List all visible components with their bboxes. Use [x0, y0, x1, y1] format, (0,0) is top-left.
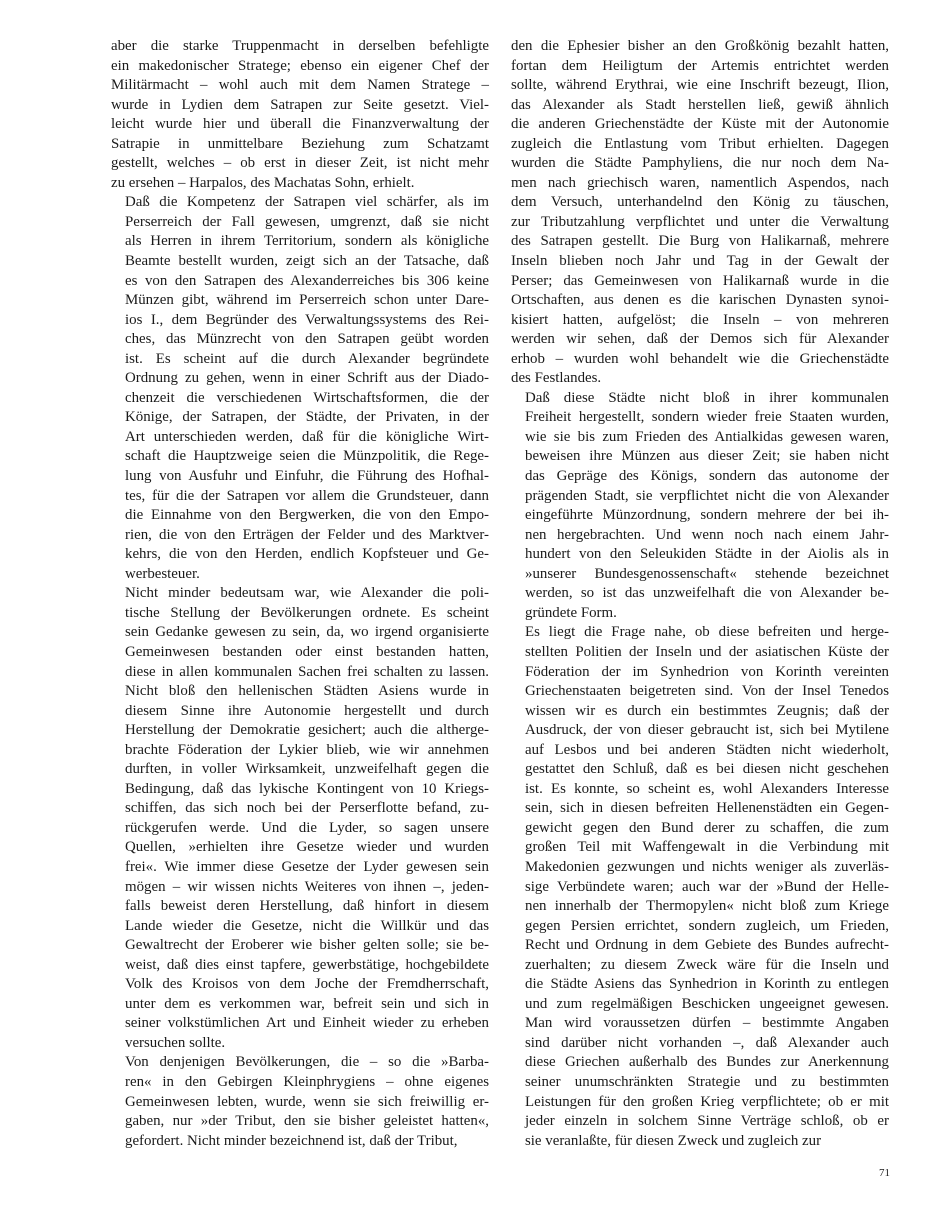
text-line: hundert von den Seleukiden Städte in der Aiolis als in	[525, 546, 889, 563]
text-line: gewicht gegen den Bund derer zu schaffen, die zum	[525, 819, 889, 836]
text-line: Perserreich der Fall gewesen, umgrenzt, daß sie nicht	[125, 213, 489, 230]
text-line: sein Gedanke gewesen zu sein, da, wo irgend organisierte	[125, 624, 489, 641]
paragraph	[111, 1053, 489, 1151]
text-line: Es liegt die Frage nahe, ob diese befreiten und herge-	[525, 624, 889, 641]
text-line: brachte Föderation der Lykier blieb, wie wir annehmen	[125, 741, 489, 758]
text-line: sie veranlaßte, für diesen Zweck und zugleich zur	[525, 1132, 822, 1149]
paragraph	[111, 584, 489, 1053]
text-line: des Satrapen gestellt. Die Burg von Halikarnaß, mehrere	[511, 233, 889, 250]
text-line: werden, so ist das unzweifelhaft die von Alexander be-	[525, 585, 889, 602]
text-line: fortan dem Heiligtum der Artemis entrichtet werden	[511, 57, 889, 74]
text-line: Von denjenigen Bevölkerungen, die – so die »Barba-	[125, 1054, 489, 1071]
text-line: des Festlandes.	[511, 370, 602, 387]
text-line: Perser; das Gemeinwesen von Halikarnaß wurde in die	[511, 272, 889, 289]
text-line: das Gepräge des Königs, sondern das autonome der	[525, 468, 889, 485]
text-line: gegen Persien errichtet, sondern zugleich, um Frieden,	[525, 917, 889, 934]
text-line: als Herren in ihrem Territorium, sondern als königliche	[125, 233, 489, 250]
text-line: schiffen, das sich noch bei der Perserflotte befand, zu-	[125, 800, 489, 817]
text-line: rückgerufen werde. Und die Lyder, so sagen unsere	[125, 819, 489, 836]
text-line: dem Versuch, unterhandelnd den König zu täuschen,	[511, 194, 889, 211]
text-line: Ordnung zu gehen, wenn in einer Schrift aus der Diado-	[125, 370, 489, 387]
paragraph	[511, 37, 889, 389]
text-line: schaft die Hauptzweige seien die Münzpolitik, die Rege-	[125, 448, 489, 465]
text-line: tische Stellung der Bevölkerungen ordnete. Es scheint	[125, 604, 489, 621]
text-line: Nicht bloß den hellenischen Städten Asiens wurde in	[125, 683, 489, 700]
text-line: Herstellung der Demokratie gesichert; auch die altherge-	[125, 722, 489, 739]
text-line: weist, daß dies einst tapfere, gewerbstätige, hochgebildete	[125, 956, 489, 973]
text-line: es von den Satrapen des Alexanderreiches bis 306 keine	[125, 272, 489, 289]
text-line: ios I., dem Begründer des Verwaltungssystems des Rei-	[125, 311, 489, 328]
text-line: werbesteuer.	[125, 565, 200, 582]
text-line: Daß die Kompetenz der Satrapen viel schärfer, als im	[125, 194, 489, 211]
text-line: Satrapie in unmittelbare Beziehung zum Schatzamt	[111, 135, 489, 152]
text-line: Makedonien gezwungen und nichts weniger als zuverläs-	[525, 858, 889, 875]
text-line: Gewaltrecht der Eroberer wie bisher gelten solle; sie be-	[125, 937, 489, 954]
text-line: die anderen Griechenstädte der Küste mit der Autonomie	[511, 116, 889, 133]
text-line: gestellt, welches – ob erst in dieser Zeit, ist nicht mehr	[111, 155, 489, 172]
paragraph	[511, 389, 889, 624]
text-line: Ausdruck, der von dieser gebraucht ist, sich bei Mytilene	[525, 722, 889, 739]
text-line: beweisen ihre Münzen aus dieser Zeit; sie haben nicht	[525, 448, 889, 465]
text-line: großen Teil mit Waffengewalt in die Verbindung mit	[525, 839, 889, 856]
text-line: Man wird voraussetzen dürfen – bestimmte Angaben	[525, 1015, 889, 1032]
text-line: jeder einzeln in solchem Sinne Verträge schloß, ob er	[525, 1113, 889, 1130]
text-line: durften, in voller Wirksamkeit, unzweifelhaft gegen die	[125, 761, 489, 778]
text-line: Gemeinwesen bestanden oder einst bestanden hatten,	[125, 643, 489, 660]
text-line: Griechenstaaten beigetreten sind. Von der Insel Tenedos	[525, 683, 889, 700]
text-line: kisiert hatten, aufgelöst; die Inseln – von mehreren	[511, 311, 889, 328]
text-line: nen innerhalb der Thermopylen« nicht bloß zum Kriege	[525, 898, 889, 915]
text-line: wie sie bis zum Frieden des Antialkidas gewesen waren,	[525, 428, 889, 445]
text-line: den die Ephesier bisher an den Großkönig bezahlt hatten,	[511, 38, 889, 54]
text-line: ist. Es scheint auf die durch Alexander begründete	[125, 350, 489, 367]
text-line: nen hergebrachten. Und wenn noch nach einem Jahr-	[525, 526, 889, 543]
text-line: prägenden Stadt, sie verpflichtet nicht die von Alexander	[525, 487, 889, 504]
text-line: Inseln blieben noch Jahr und Tag in der Gewalt der	[511, 253, 889, 270]
text-line: sind darüber nicht vorhanden –, daß Alexander auch	[525, 1034, 889, 1051]
text-line: Leistungen für den großen Krieg verpflichtete; ob er mit	[525, 1093, 889, 1110]
text-line: mögen – wir wissen nichts Weiteres von ihnen –, jeden-	[125, 878, 489, 895]
right-column	[511, 37, 889, 1151]
text-line: ches, das Münzrecht von den Satrapen geübt worden	[125, 331, 489, 348]
text-line: diese in allen kommunalen Sachen frei schalten zu lassen.	[125, 663, 489, 680]
text-line: aber die starke Truppenmacht in derselben befehligte	[111, 38, 489, 54]
text-line: gründete Form.	[525, 604, 617, 621]
text-line: Art unterschieden werden, daß für die königliche Wirt-	[125, 428, 489, 445]
text-line: sige Verbündete waren; auch war der »Bund der Helle-	[525, 878, 889, 895]
text-line: Münzen gibt, während im Perserreich schon unter Dare-	[125, 292, 489, 309]
text-line: wurden die Städte Pamphyliens, die nur noch dem Na-	[511, 155, 889, 172]
text-line: zu ersehen – Harpalos, des Machatas Sohn, erhielt.	[111, 174, 415, 191]
text-line: lung von Ausfuhr und Einfuhr, die Führung des Hofhal-	[125, 468, 489, 485]
text-line: wissen wir es durch ein bestimmtes Zeugnis; daß der	[525, 702, 889, 719]
text-line: Könige, der Satrapen, der Städte, der Privaten, in der	[125, 409, 489, 426]
text-line: rien, die von den Erträgen der Felder und des Marktver-	[125, 526, 489, 543]
text-line: und zum regelmäßigen Beschicken ungeeignet gewesen.	[525, 995, 889, 1012]
text-line: ist. Es konnte, so scheint es, wohl Alexanders Interesse	[525, 780, 889, 797]
text-line: tes, für die der Satrapen vor allem die Grundsteuer, dann	[125, 487, 489, 504]
text-line: das Alexander als Stadt herstellen ließ, gewiß ähnlich	[511, 96, 889, 113]
text-line: Daß diese Städte nicht bloß in ihrer kommunalen	[525, 389, 889, 406]
text-line: Ortschaften, aus denen es die karischen Dynasten synoi-	[511, 292, 889, 309]
text-line: Gemeinwesen lebten, wurde, wenn sie sich freiwillig er-	[125, 1093, 489, 1110]
paragraph	[511, 623, 889, 1151]
text-line: die Städte Asiens das Synhedrion in Korinth zu entlegen	[525, 976, 889, 993]
page-number: 71	[879, 1167, 890, 1179]
text-line: Volk des Kroisos von dem Joche der Fremdherrschaft,	[125, 976, 489, 993]
text-line: eingeführte Münzordnung, sondern mehrere der bei ih-	[525, 507, 889, 524]
left-column	[111, 37, 489, 1151]
text-line: men nach griechisch waren, namentlich Aspendos, nach	[511, 174, 889, 191]
paragraph	[111, 193, 489, 584]
text-line: Bedingung, daß das lykische Kontingent von 10 Kriegs-	[125, 780, 489, 797]
text-line: ren« in den Gebirgen Kleinphrygiens – ohne eigenes	[125, 1073, 489, 1090]
text-line: Nicht minder bedeutsam war, wie Alexander die poli-	[125, 585, 489, 602]
text-line: zuerhalten; zu diesem Zweck wäre für die Inseln und	[525, 956, 889, 973]
text-line: falls beweist deren Herstellung, daß hinfort in diesem	[125, 898, 489, 915]
text-line: zur Tributzahlung verpflichtet und unter die Verwaltung	[511, 213, 889, 230]
text-line: Beamte bestellt wurden, zeigt sich an der Tatsache, daß	[125, 253, 489, 270]
text-line: werden wir sehen, daß der Demos sich für Alexander	[511, 331, 889, 348]
text-line: versuchen sollte.	[125, 1034, 226, 1051]
text-line: stellten Politien der Inseln und der asiatischen Küste der	[525, 643, 889, 660]
text-line: gefordert. Nicht minder bezeichnend ist, daß der Tribut,	[125, 1132, 458, 1149]
text-line: Föderation der im Synhedrion von Korinth vereinten	[525, 663, 889, 680]
text-line: leicht wurde hier und überall die Finanzverwaltung der	[111, 116, 489, 133]
text-line: diesem Sinne ihre Autonomie hergestellt und durch	[125, 702, 489, 719]
text-line: auf Lesbos und bei anderen Städten nicht wiederholt,	[525, 741, 889, 758]
text-line: Quellen, »erhielten ihre Gesetze wieder und wurden	[125, 839, 489, 856]
text-line: diese Griechen außerhalb des Bundes zur Anerkennung	[525, 1054, 889, 1071]
text-line: unter dem es verkommen war, befreit sein und sich in	[125, 995, 489, 1012]
text-line: seiner volkstümlichen Art und Einheit wieder zu erheben	[125, 1015, 489, 1032]
text-line: gaben, nur »der Tribut, den sie bisher geleistet hatten«,	[125, 1113, 489, 1130]
text-line: gestattet den Schluß, daß es bei diesen nicht geschehen	[525, 761, 889, 778]
text-line: seiner unumschränkten Strategie und zu bestimmten	[525, 1073, 889, 1090]
text-line: Militärmacht – wohl auch mit dem Namen Stratege –	[111, 77, 489, 94]
text-line: erhob – wurden wohl behandelt wie die Griechenstädte	[511, 350, 889, 367]
text-line: zugleich die Entlastung vom Tribut erhielten. Dagegen	[511, 135, 889, 152]
text-line: ein makedonischer Stratege; ebenso ein eigener Chef der	[111, 57, 489, 74]
text-line: die Einnahme von den Bergwerken, die von den Empo-	[125, 507, 489, 524]
text-line: Lande wieder die Gesetze, nicht die Willkür und das	[125, 917, 489, 934]
text-line: Recht und Ordnung in dem Gebiete des Bundes aufrecht-	[525, 937, 889, 954]
text-line: sollte, während Erythrai, wie eine Inschrift bezeugt, Ilion,	[511, 77, 889, 94]
text-line: »unserer Bundesgenossenschaft« stehende bezeichnet	[525, 565, 889, 582]
text-line: Freiheit hergestellt, sondern wieder freie Staaten wurden,	[525, 409, 889, 426]
text-line: chenzeit die verschiedenen Wirtschaftsformen, die der	[125, 389, 489, 406]
paragraph	[111, 37, 489, 193]
text-line: kehrs, die von den Herden, endlich Kopfsteuer und Ge-	[125, 546, 489, 563]
text-line: sein, sich in diesen befreiten Hellenenstädten ein Gegen-	[525, 800, 889, 817]
text-line: frei«. Wie immer diese Gesetze der Lyder gewesen sein	[125, 858, 489, 875]
text-line: wurde in Lydien dem Satrapen zur Seite gesetzt. Viel-	[111, 96, 489, 113]
